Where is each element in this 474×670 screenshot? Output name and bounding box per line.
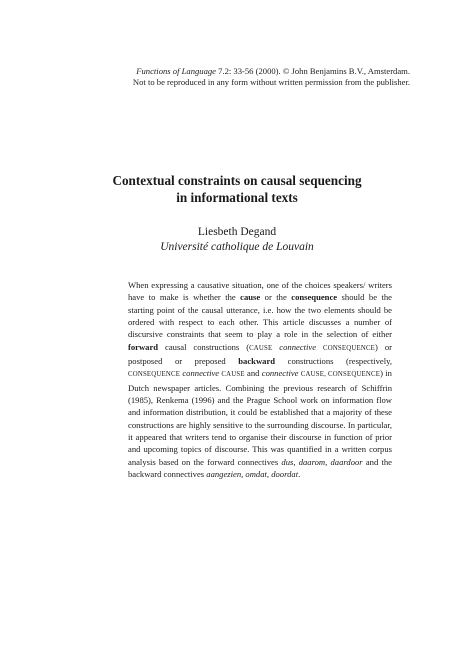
italic-term: dus, daarom, daardoor (281, 456, 363, 467)
citation-header (110, 66, 410, 88)
abstract-text: ) or postposed or preposed (128, 341, 392, 367)
smallcaps-term: CONSEQUENCE (322, 344, 376, 352)
smallcaps-term: CAUSE (249, 344, 273, 352)
term-forward: forward (128, 341, 159, 352)
abstract-text: causal constructions ( (158, 341, 250, 352)
term-consequence: consequence (291, 292, 338, 303)
italic-term: connective (272, 341, 323, 352)
term-cause: cause (240, 292, 261, 303)
abstract-text: When expressing a causative situation, one of the choices speakers/ writers have to make is whether the (128, 280, 392, 303)
author-affiliation: Université catholique de Louvain (160, 241, 314, 253)
abstract-text: constructions (respectively, (275, 356, 392, 367)
journal-name: Functions of Language (136, 66, 216, 76)
author-block (80, 225, 394, 255)
smallcaps-term: CAUSE (221, 371, 245, 379)
author-name: Liesbeth Degand (197, 226, 277, 238)
italic-term: connective (180, 368, 222, 379)
title-line-1: Contextual constraints on causal sequencing (112, 173, 362, 188)
abstract-text: or the (260, 292, 292, 303)
abstract-text: . (298, 469, 301, 480)
citation-line (110, 66, 410, 77)
abstract-text: and (244, 368, 262, 379)
abstract-text: ) in Dutch newspaper articles. Combining the previous research of Schiffrin (1985), Renkema (1996) and the Prague School work on information flow and information distribution, it could be established that a majority of these constructions are highly sensitive to the surrounding discourse. In particular, it appeared that writers tend to organise their discourse in function of prior and upcoming topics of discourse. This was quantified in a written corpus analysis based on the forward connectives (128, 368, 392, 467)
abstract-text: should be the starting point of the causal utterance, i.e. how the two elements should be ordered with respect to each other. This article discusses a number of discursive constraints that seem to play a role in the selection of either (128, 292, 392, 340)
abstract (128, 279, 392, 481)
smallcaps-term: CAUSE, CONSEQUENCE (300, 371, 381, 379)
citation-details: 7.2: 33-56 (2000). © John Benjamins B.V., Amsterdam. (218, 66, 410, 76)
abstract-text: and the backward connectives (128, 456, 392, 480)
italic-term: connective (261, 368, 299, 379)
paper-title (80, 172, 394, 206)
smallcaps-term: CONSEQUENCE (128, 371, 181, 379)
term-backward: backward (238, 356, 276, 367)
italic-term: aangezien, omdat, doordat (206, 469, 299, 480)
title-line-2: in informational texts (176, 190, 298, 205)
copyright-notice: Not to be reproduced in any form without written permission from the publisher. (132, 77, 410, 87)
